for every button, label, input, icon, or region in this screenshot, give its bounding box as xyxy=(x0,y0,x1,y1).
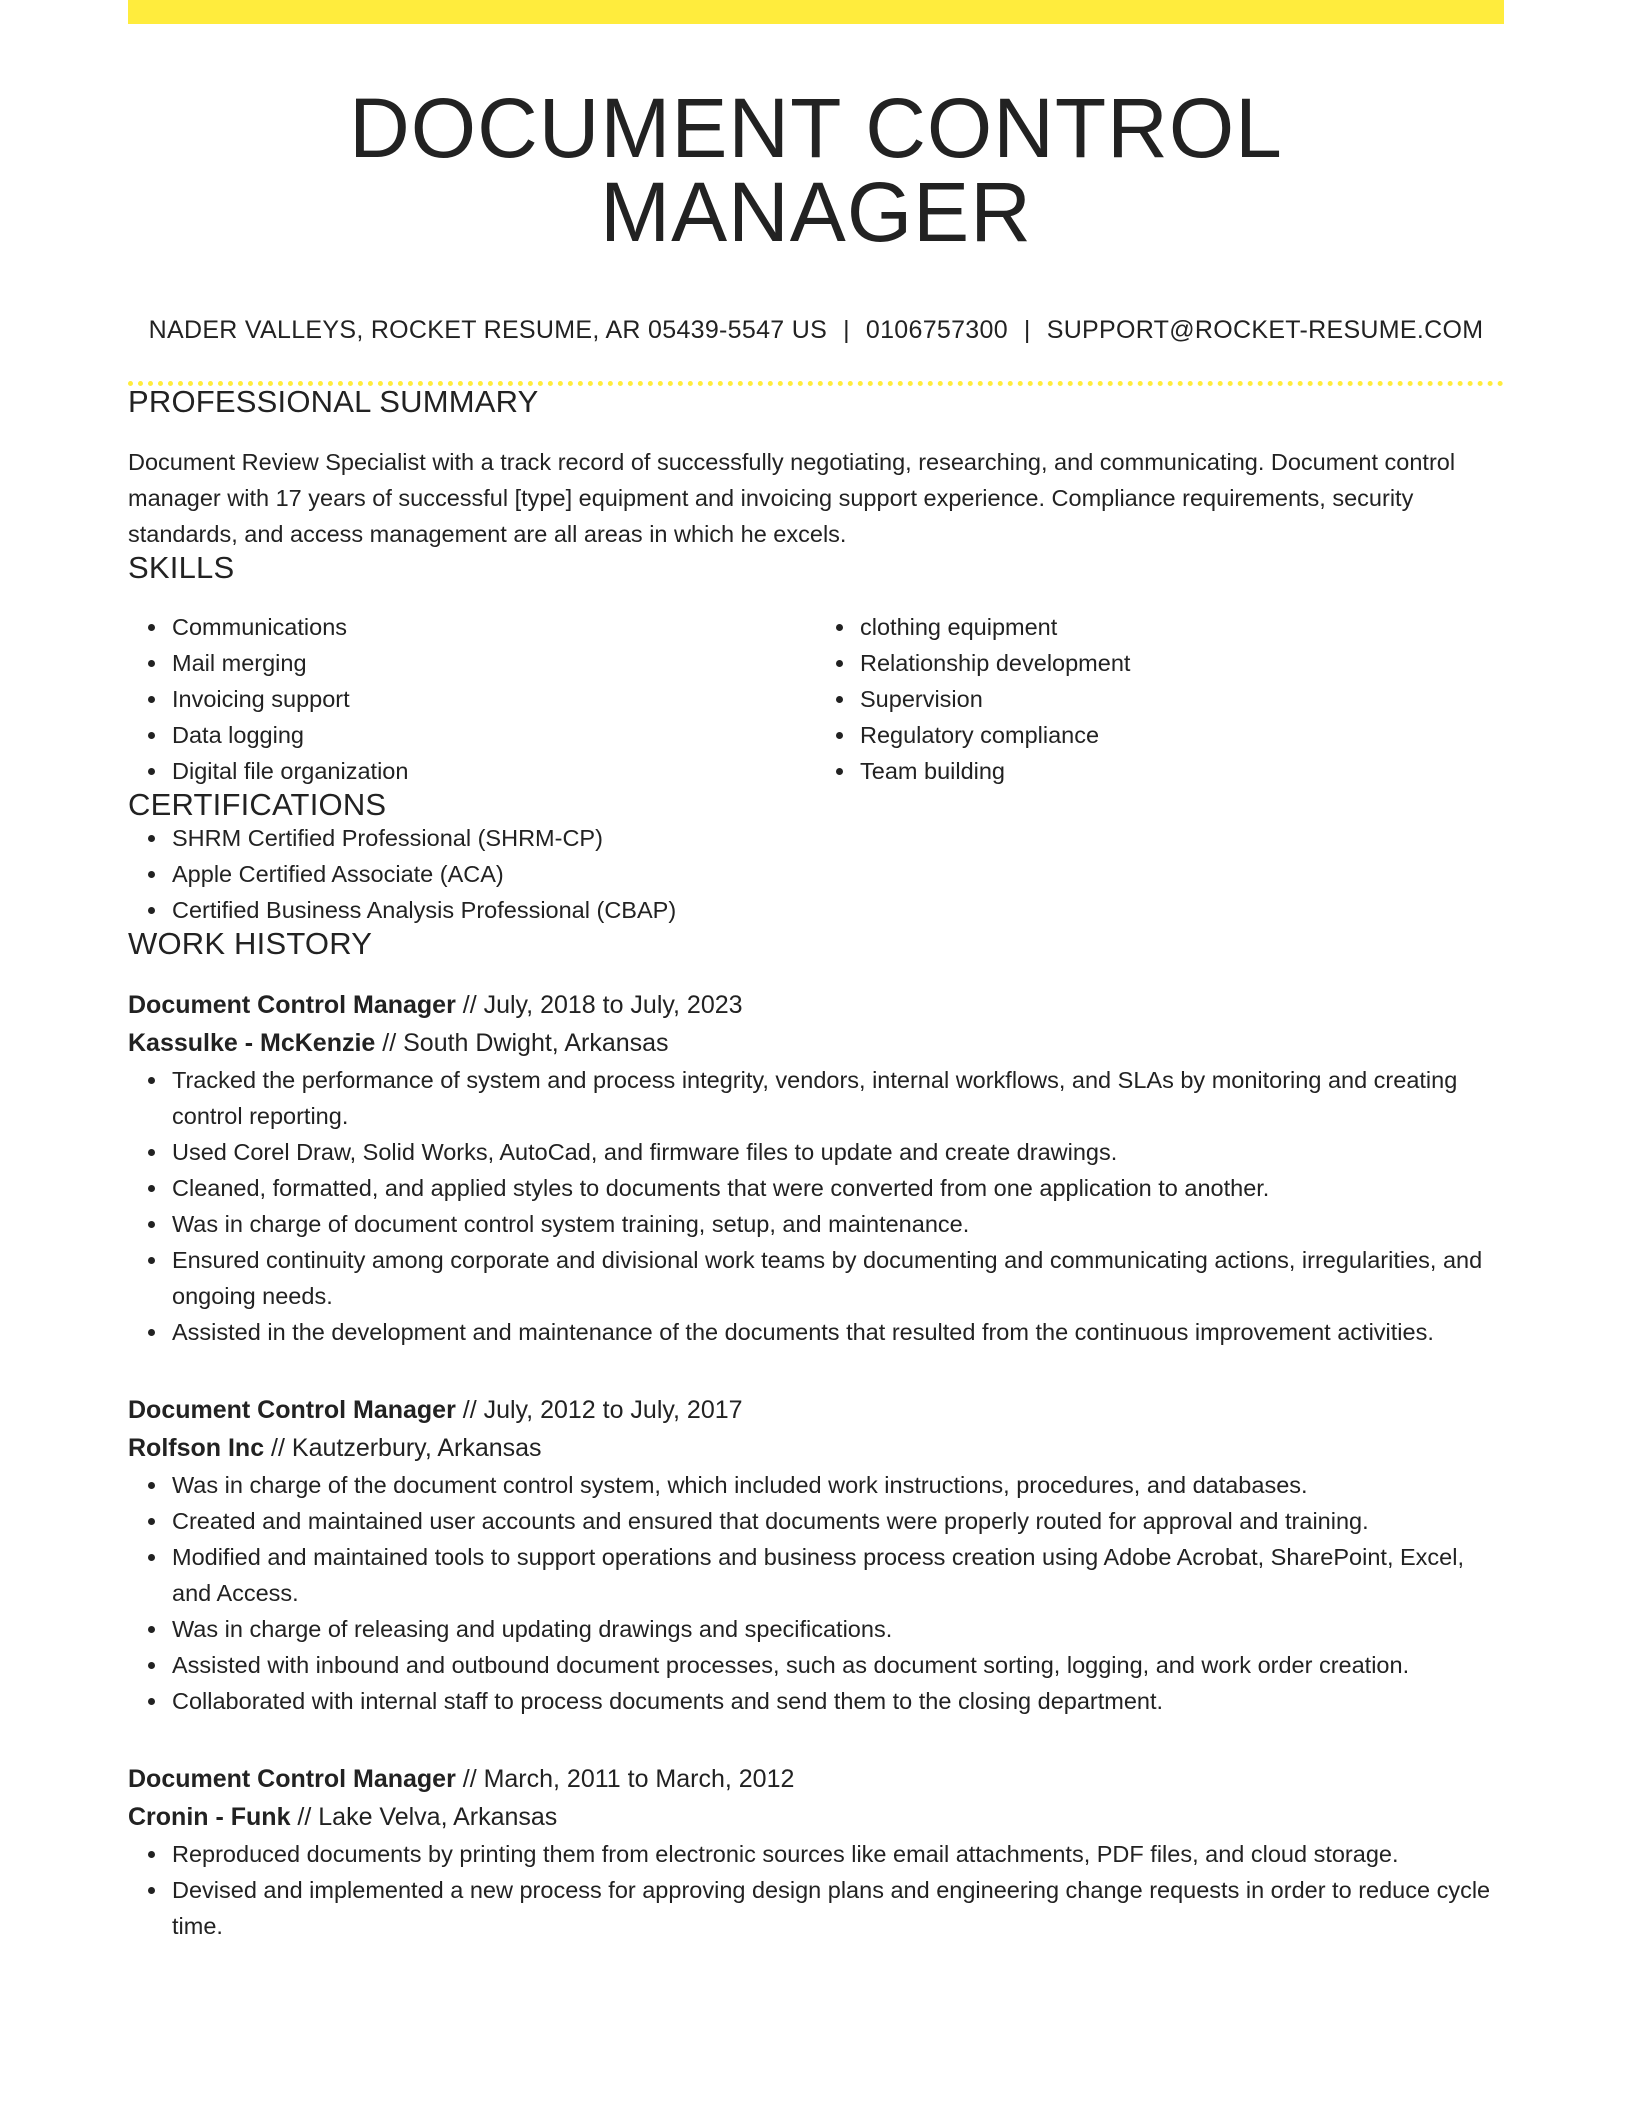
resume-name-title: DOCUMENT CONTROL MANAGER xyxy=(349,81,1283,259)
job-bullet-list xyxy=(128,1062,1504,1350)
job-company-line xyxy=(128,1429,1504,1467)
job-dates: // March, 2011 to March, 2012 xyxy=(455,1765,795,1793)
contact-separator: | xyxy=(843,316,850,344)
skills-heading: SKILLS xyxy=(128,550,235,585)
job-location: // Lake Velva, Arkansas xyxy=(290,1803,558,1831)
job-location: // Kautzerbury, Arkansas xyxy=(264,1434,542,1462)
job-dates: // July, 2012 to July, 2017 xyxy=(455,1396,743,1424)
job-entry xyxy=(128,986,1504,1350)
certification-item: SHRM Certified Professional (SHRM-CP) xyxy=(172,820,1504,856)
skills-list-left xyxy=(128,609,816,789)
top-accent-bar xyxy=(128,0,1504,24)
skill-item: Mail merging xyxy=(172,645,816,681)
certifications-heading: CERTIFICATIONS xyxy=(128,787,387,822)
job-bullet: Modified and maintained tools to support operations and business process creation using Adobe Acrobat, SharePoint, Excel, and Access. xyxy=(172,1539,1504,1611)
skill-item: Regulatory compliance xyxy=(860,717,1504,753)
job-bullet: Tracked the performance of system and process integrity, vendors, internal workflows, and SLAs by monitoring and creating control reporting. xyxy=(172,1062,1504,1134)
job-bullet: Assisted with inbound and outbound document processes, such as document sorting, logging, and work order creation. xyxy=(172,1647,1504,1683)
job-bullet: Used Corel Draw, Solid Works, AutoCad, and firmware files to update and create drawings. xyxy=(172,1134,1504,1170)
skills-list-right xyxy=(816,609,1504,789)
summary-text: Document Review Specialist with a track record of successfully negotiating, researching, and communicating. Document control manager with 17 years of successful [type] equipment and invoicing support experience. Compliance requirements, security standards, and access management are all areas in which he excels. xyxy=(128,449,1456,547)
job-bullet-list xyxy=(128,1467,1504,1719)
job-bullet: Reproduced documents by printing them from electronic sources like email attachments, PDF files, and cloud storage. xyxy=(172,1836,1504,1872)
job-location: // South Dwight, Arkansas xyxy=(375,1029,669,1057)
contact-phone: 0106757300 xyxy=(865,316,1008,344)
skill-item: Supervision xyxy=(860,681,1504,717)
job-bullet: Was in charge of releasing and updating drawings and specifications. xyxy=(172,1611,1504,1647)
job-role-line xyxy=(128,1391,1504,1429)
skill-item: Communications xyxy=(172,609,816,645)
work-history-heading: WORK HISTORY xyxy=(128,926,373,961)
job-role-line xyxy=(128,1760,1504,1798)
job-role: Document Control Manager xyxy=(128,1765,456,1793)
job-bullet: Cleaned, formatted, and applied styles to documents that were converted from one application to another. xyxy=(172,1170,1504,1206)
job-bullet: Was in charge of document control system training, setup, and maintenance. xyxy=(172,1206,1504,1242)
job-company: Kassulke - McKenzie xyxy=(128,1029,376,1057)
job-bullet: Devised and implemented a new process for approving design plans and engineering change requests in order to reduce cycle time. xyxy=(172,1872,1504,1944)
job-dates: // July, 2018 to July, 2023 xyxy=(455,991,743,1019)
job-bullet: Ensured continuity among corporate and divisional work teams by documenting and communicating actions, irregularities, and ongoing needs. xyxy=(172,1242,1504,1314)
certification-item: Apple Certified Associate (ACA) xyxy=(172,856,1504,892)
job-role: Document Control Manager xyxy=(128,991,456,1019)
job-company-line xyxy=(128,1798,1504,1836)
skill-item: Relationship development xyxy=(860,645,1504,681)
job-role: Document Control Manager xyxy=(128,1396,456,1424)
certifications-list xyxy=(128,820,1504,928)
job-bullet-list xyxy=(128,1836,1504,1944)
job-company-line xyxy=(128,1024,1504,1062)
contact-separator: | xyxy=(1023,316,1031,344)
job-bullet: Collaborated with internal staff to process documents and send them to the closing department. xyxy=(172,1683,1504,1719)
job-bullet: Created and maintained user accounts and ensured that documents were properly routed for approval and training. xyxy=(172,1503,1504,1539)
job-bullet: Was in charge of the document control system, which included work instructions, procedures, and databases. xyxy=(172,1467,1504,1503)
skill-item: Data logging xyxy=(172,717,816,753)
job-role-line xyxy=(128,986,1504,1024)
skill-item: Invoicing support xyxy=(172,681,816,717)
job-company: Cronin - Funk xyxy=(128,1803,291,1831)
job-entry xyxy=(128,1391,1504,1719)
job-bullet: Assisted in the development and maintenance of the documents that resulted from the continuous improvement activities. xyxy=(172,1314,1504,1350)
certification-item: Certified Business Analysis Professional (CBAP) xyxy=(172,892,1504,928)
skill-item: Team building xyxy=(860,753,1504,789)
resume-page xyxy=(128,0,1504,1944)
skill-item: Digital file organization xyxy=(172,753,816,789)
contact-address: NADER VALLEYS, ROCKET RESUME, AR 05439-5547 US xyxy=(148,316,828,344)
contact-email: SUPPORT@ROCKET-RESUME.COM xyxy=(1046,316,1484,344)
job-company: Rolfson Inc xyxy=(128,1434,265,1462)
summary-heading: PROFESSIONAL SUMMARY xyxy=(128,384,539,419)
skills-columns xyxy=(128,609,1504,789)
contact-line xyxy=(128,318,1504,343)
skill-item: clothing equipment xyxy=(860,609,1504,645)
job-entry xyxy=(128,1760,1504,1944)
